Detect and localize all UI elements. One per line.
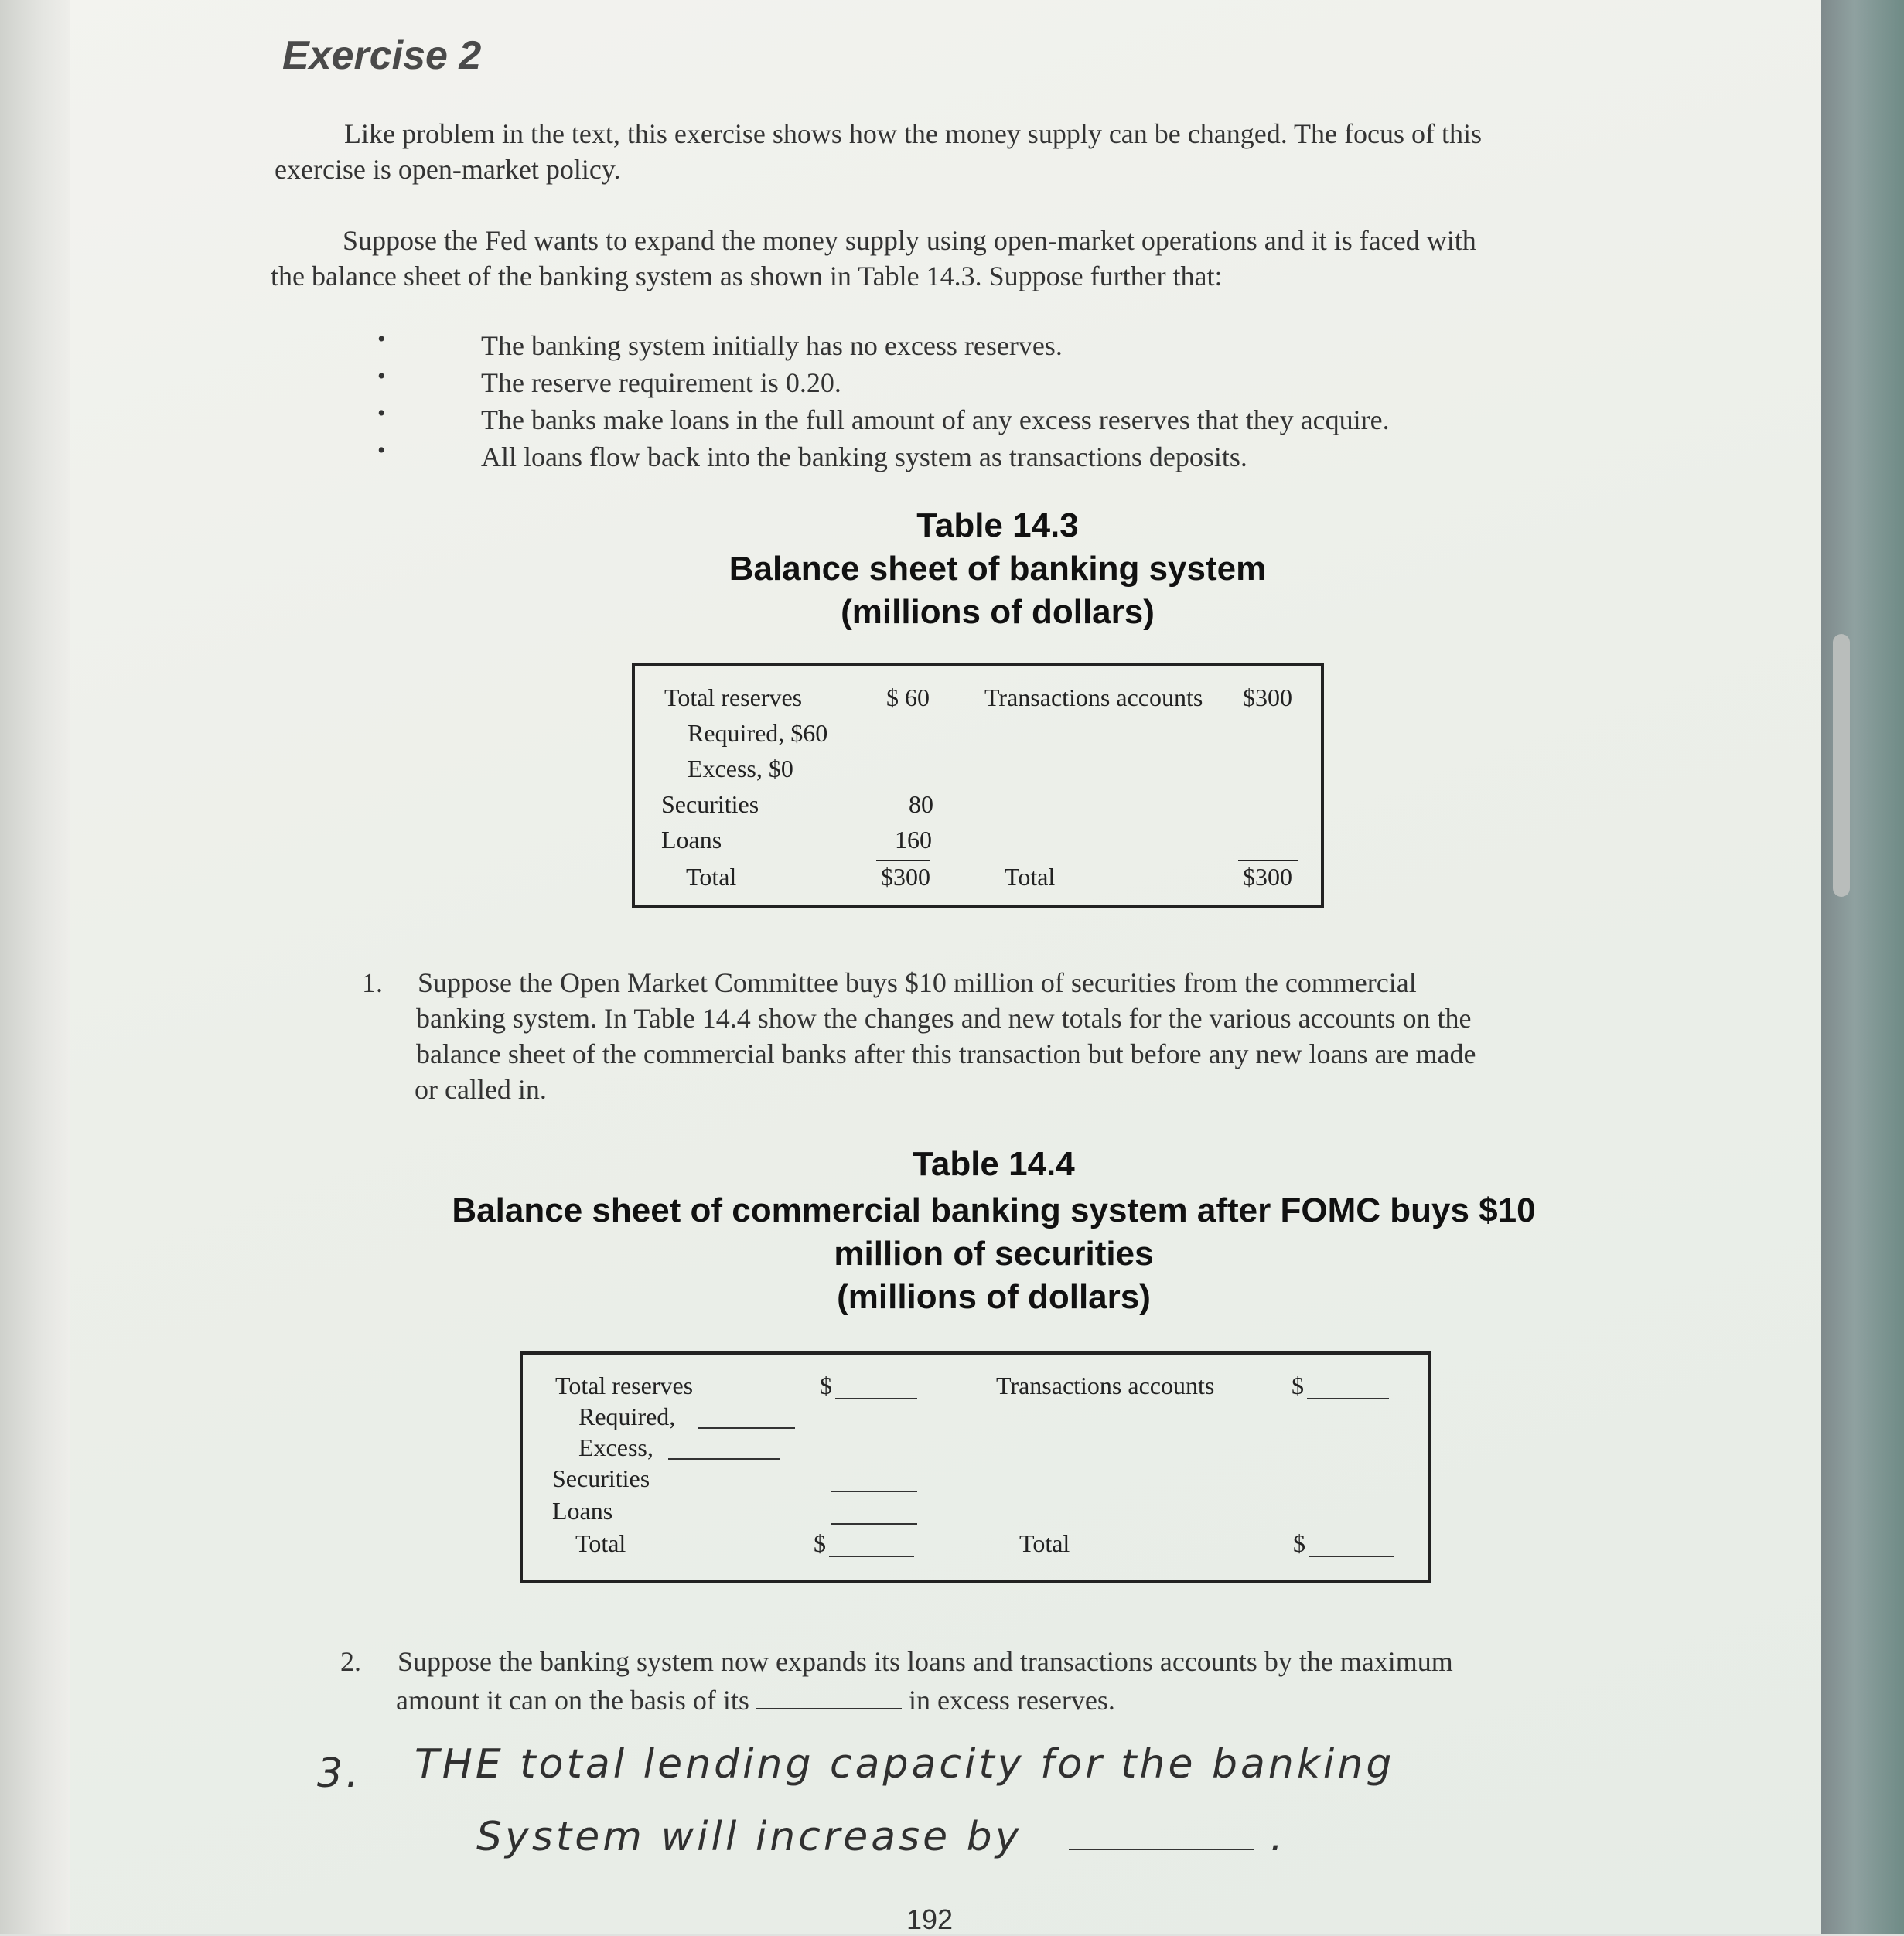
q1-line2: banking system. In Table 14.4 show the changes and new totals for the various accounts on the xyxy=(416,1003,1472,1034)
table1-box xyxy=(632,663,1324,908)
t1-total-label: Total xyxy=(686,863,737,891)
t2-transactions-blank[interactable] xyxy=(1307,1398,1389,1399)
t2-transactions-label: Transactions accounts xyxy=(996,1372,1215,1399)
table2-units: (millions of dollars) xyxy=(837,1278,1151,1316)
table1-title: Table 14.3 xyxy=(916,506,1079,544)
t2-total-reserves-label: Total reserves xyxy=(555,1372,694,1399)
t1-excess: Excess, $0 xyxy=(688,755,793,782)
t2-right-total-label: Total xyxy=(1019,1529,1070,1557)
table2-box xyxy=(520,1351,1431,1583)
intro-p1-line1: Like problem in the text, this exercise shows how the money supply can be changed. The focus of this xyxy=(344,118,1482,149)
t1-securities-value: 80 xyxy=(909,790,933,818)
hw-line1: THE total lending capacity for the banking xyxy=(415,1741,1395,1788)
page-number: 192 xyxy=(906,1904,954,1935)
background-desk-edge xyxy=(1821,0,1904,1934)
q1-line1: Suppose the Open Market Committee buys $10 million of securities from the commercial xyxy=(418,967,1417,998)
scrollbar-thumb[interactable] xyxy=(1833,634,1850,897)
t1-transactions-value: $300 xyxy=(1243,683,1292,711)
bullet-item: The banks make loans in the full amount of any excess reserves that they acquire. xyxy=(481,404,1390,435)
t1-right-total-value: $300 xyxy=(1243,863,1292,891)
q2-line2 xyxy=(396,1682,1115,1718)
exercise-heading: Exercise 2 xyxy=(282,33,482,78)
q2-line2-before: amount it can on the basis of its xyxy=(396,1685,749,1716)
q2-line2-after: in excess reserves. xyxy=(908,1685,1115,1716)
intro-p2-line2: the balance sheet of the banking system as shown in Table 14.3. Suppose further that: xyxy=(271,261,1223,291)
page-binding-edge xyxy=(0,0,70,1934)
table1-units: (millions of dollars) xyxy=(841,593,1155,631)
hw-number: 3. xyxy=(317,1750,362,1797)
t1-total-reserves-value: $ 60 xyxy=(886,683,930,711)
table1-subtitle: Balance sheet of banking system xyxy=(729,550,1267,588)
t1-required: Required, $60 xyxy=(688,719,828,747)
t2-required-blank[interactable] xyxy=(698,1427,795,1429)
t2-excess-blank[interactable] xyxy=(668,1458,780,1460)
t2-required-label: Required, xyxy=(578,1403,676,1430)
t1-right-sum-rule xyxy=(1238,860,1298,861)
bullet-item: All loans flow back into the banking system as transactions deposits. xyxy=(481,441,1247,472)
t1-loans-value: 160 xyxy=(895,826,932,854)
t1-loans-label: Loans xyxy=(661,826,722,854)
t1-transactions-label: Transactions accounts xyxy=(984,683,1203,711)
t1-left-sum-rule xyxy=(876,860,930,861)
hw-line2-after: . xyxy=(1270,1814,1287,1860)
q2-excess-reserves-blank[interactable] xyxy=(756,1685,902,1709)
q2-number: 2. xyxy=(340,1646,361,1677)
hw-line2 xyxy=(476,1814,1286,1860)
bullet-dot: • xyxy=(377,326,386,352)
hw-answer-blank[interactable] xyxy=(1069,1821,1254,1850)
t2-loans-blank[interactable] xyxy=(831,1523,917,1525)
t2-right-total-blank[interactable] xyxy=(1309,1556,1394,1557)
q1-line3: balance sheet of the commercial banks after this transaction but before any new loans are made xyxy=(416,1038,1476,1069)
t2-dollar-sign: $ xyxy=(1293,1529,1305,1557)
table2-subtitle-line2: million of securities xyxy=(834,1235,1154,1273)
table2-subtitle-line1: Balance sheet of commercial banking system after FOMC buys $10 xyxy=(452,1191,1536,1229)
intro-p1-line2: exercise is open-market policy. xyxy=(275,154,621,185)
t2-total-label: Total xyxy=(575,1529,626,1557)
t2-securities-label: Securities xyxy=(552,1464,650,1492)
q1-line4: or called in. xyxy=(415,1074,547,1105)
bullet-item: The reserve requirement is 0.20. xyxy=(481,367,841,398)
table2-title: Table 14.4 xyxy=(913,1145,1075,1183)
q1-number: 1. xyxy=(362,967,383,998)
intro-p2-line1: Suppose the Fed wants to expand the money supply using open-market operations and it is faced with xyxy=(343,225,1476,256)
t2-dollar-sign: $ xyxy=(820,1372,832,1399)
bullet-dot: • xyxy=(377,363,386,389)
t2-dollar-sign: $ xyxy=(1292,1372,1304,1399)
t2-loans-label: Loans xyxy=(552,1497,613,1525)
t2-excess-label: Excess, xyxy=(578,1433,653,1461)
hw-line2-before: System will increase by xyxy=(476,1814,1022,1860)
t1-right-total-label: Total xyxy=(1005,863,1056,891)
t2-dollar-sign: $ xyxy=(814,1529,826,1557)
t2-total-reserves-blank[interactable] xyxy=(835,1398,917,1399)
bullet-dot: • xyxy=(377,400,386,426)
t1-total-reserves-label: Total reserves xyxy=(664,683,803,711)
bullet-dot: • xyxy=(377,438,386,463)
bullet-item: The banking system initially has no excess reserves. xyxy=(481,330,1063,361)
t2-securities-blank[interactable] xyxy=(831,1491,917,1492)
t2-total-blank[interactable] xyxy=(829,1556,914,1557)
t1-securities-label: Securities xyxy=(661,790,759,818)
q2-line1: Suppose the banking system now expands its loans and transactions accounts by the maximum xyxy=(398,1646,1453,1677)
t1-total-value: $300 xyxy=(881,863,930,891)
